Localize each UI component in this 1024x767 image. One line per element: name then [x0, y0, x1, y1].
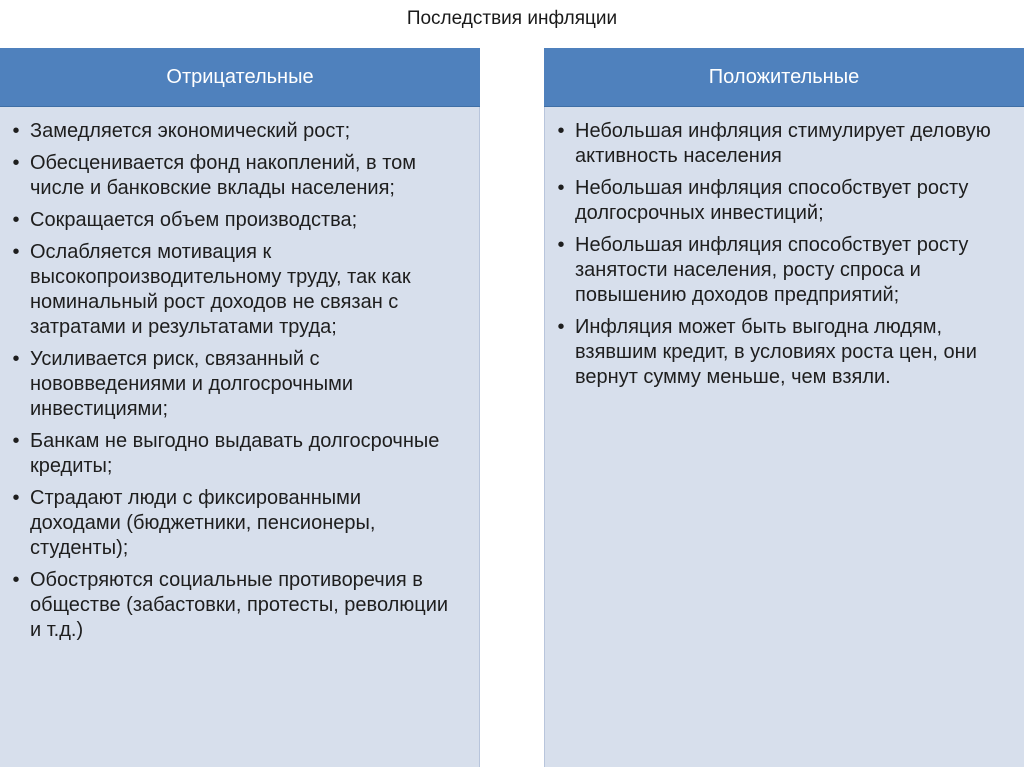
list-item-text: Страдают люди с фиксированными доходами (бюджетники, пенсионеры, студенты); — [30, 487, 376, 559]
list-item — [8, 240, 455, 340]
list-item-text: Небольшая инфляция стимулирует деловую активность населения — [575, 120, 991, 167]
list-item — [553, 119, 1000, 169]
list-item — [553, 233, 1000, 308]
list-item-text: Банкам не выгодно выдавать долгосрочные кредиты; — [30, 430, 440, 477]
negative-body — [0, 107, 480, 767]
positive-column — [544, 48, 1024, 767]
list-item — [8, 347, 455, 422]
bullet-icon: • — [12, 569, 20, 591]
bullet-icon: • — [557, 316, 565, 338]
bullet-icon: • — [12, 120, 20, 142]
list-item-text: Замедляется экономический рост; — [30, 120, 351, 142]
page-title: Последствия инфляции — [406, 8, 618, 29]
positive-list — [553, 119, 1000, 390]
list-item — [553, 315, 1000, 390]
list-item-text: Обесценивается фонд накоплений, в том числе и банковские вклады населения; — [30, 152, 417, 199]
positive-body — [544, 107, 1024, 767]
list-item-text: Сокращается объем производства; — [30, 209, 358, 231]
list-item — [553, 176, 1000, 226]
list-item-text: Небольшая инфляция способствует росту занятости населения, росту спроса и повышению доходов предприятий; — [575, 234, 969, 306]
bullet-icon: • — [12, 241, 20, 263]
list-item-text: Небольшая инфляция способствует росту долгосрочных инвестиций; — [575, 177, 969, 224]
list-item — [8, 151, 455, 201]
list-item — [8, 568, 455, 643]
list-item-text: Обостряются социальные противоречия в обществе (забастовки, протесты, революции и т.д.) — [30, 569, 449, 641]
bullet-icon: • — [12, 348, 20, 370]
negative-list — [8, 119, 455, 643]
bullet-icon: • — [12, 487, 20, 509]
bullet-icon: • — [12, 209, 20, 231]
bullet-icon: • — [557, 120, 565, 142]
list-item-text: Ослабляется мотивация к высокопроизводительному труду, так как номинальный рост доходов не связан с затратами и результатами труда; — [30, 241, 411, 338]
bullet-icon: • — [557, 177, 565, 199]
list-item-text: Усиливается риск, связанный с нововведениями и долгосрочными инвестициями; — [30, 348, 354, 420]
list-item-text: Инфляция может быть выгодна людям, взявшим кредит, в условиях роста цен, они вернут сумму меньше, чем взяли. — [575, 316, 977, 388]
negative-header: Отрицательные — [0, 48, 480, 107]
bullet-icon: • — [12, 152, 20, 174]
bullet-icon: • — [557, 234, 565, 256]
bullet-icon: • — [12, 430, 20, 452]
list-item — [8, 429, 455, 479]
list-item — [8, 208, 455, 233]
list-item — [8, 486, 455, 561]
negative-column — [0, 48, 480, 767]
positive-header: Положительные — [544, 48, 1024, 107]
list-item — [8, 119, 455, 144]
